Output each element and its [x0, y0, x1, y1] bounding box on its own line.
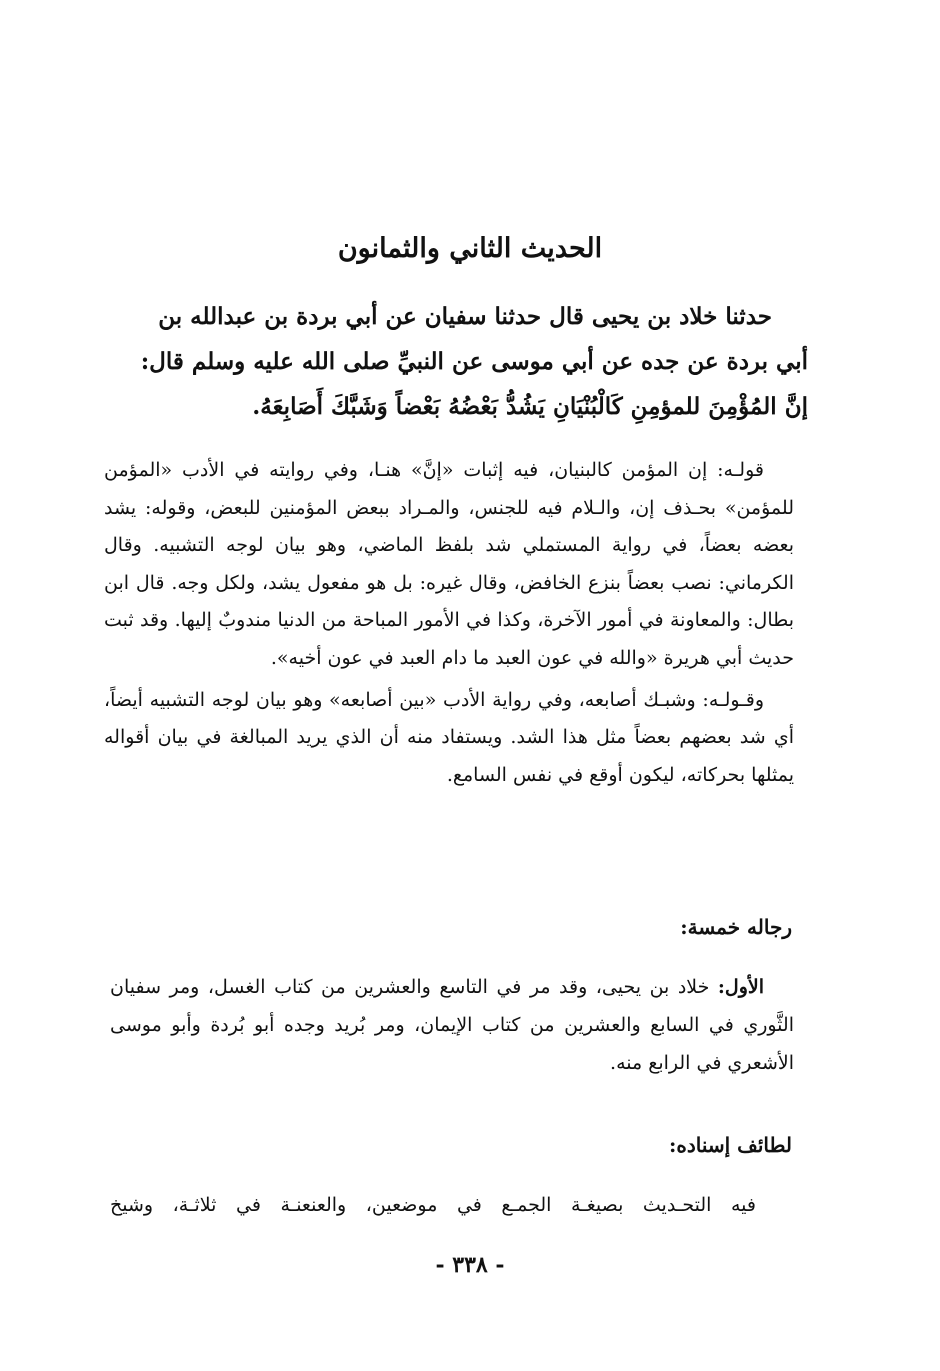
chapter-title: الحديث الثاني والثمانون: [337, 233, 603, 264]
isnad-line-2: أبي بردة عن جده عن أبي موسى عن النبيِّ صلى الله عليه وسلم قال:: [140, 348, 808, 375]
page-number: - ٣٣٨ -: [435, 1252, 505, 1278]
hadith-text: [112, 294, 808, 429]
commentary-paragraph-2: وقـولـه: وشبـك أصابعه، وفي رواية الأدب «بين أصابعه» وهو بيان لوجه التشبيه أيضاً، أي شد بعضهم بعضاً مثل هذا الشد. ويستفاد منه أن الذي يريد المبالغة في بيان أقواله يمثلها بحركاته، ليكون أوقع في نفس السامع.: [104, 688, 794, 786]
rijal-text: خلاد بن يحيى، وقد مر في التاسع والعشرين من كتاب الغسل، ومر سفيان الثَّوري في السابع والعشرين من كتاب الإيمان، ومر بُريد وجده أبو بُردة وأبو موسى الأشعري في الرابع منه.: [110, 976, 794, 1074]
lataif-paragraph: فيه التحـديث بصيغـة الجمـع في موضعين، والعنعنـة في ثلاثـة، وشيخ: [110, 1194, 756, 1216]
rijal-label: الأول:: [717, 976, 764, 998]
commentary-paragraph-1: قولـه: إن المؤمن كالبنيان، فيه إثبات «إنَّ» هنـا، وفي روايته في الأدب «المؤمن للمؤمن» بحـذف إن، والـلام فيه للجنس، والمـراد ببعض المؤمنين للبعض، وقوله: يشد بعضه بعضاً، في رواية المستملي شد بلفظ الماضي، وهو بيان لوجه التشبيه. وقال الكرماني: نصب بعضاً بنزع الخافض، وقال غيره: بل هو مفعول يشد، ولكل وجه. قال ابن بطال: والمعاونة في أمور الآخرة، وكذا في الأمور المباحة من الدنيا مندوبٌ إليها. وقد ثبت حديث أبي هريرة «والله في عون العبد ما دام العبد في عون أخيه».: [104, 459, 794, 669]
rijal-paragraph: [110, 968, 794, 1082]
rijal-heading: رجاله خمسة:: [680, 915, 792, 939]
lataif-heading: لطائف إسناده:: [668, 1133, 792, 1157]
commentary: [104, 452, 794, 794]
hadith-matn: إنَّ المُؤْمِنَ للمؤمِنِ كَالْبُنْيَانِ يَشُدُّ بَعْضُهُ بَعْضاً وَشَبَّكَ أَصَابِعَهُ.: [252, 393, 808, 420]
isnad-line-1: حدثنا خلاد بن يحيى قال حدثنا سفيان عن أبي بردة بن عبدالله بن: [158, 303, 772, 330]
